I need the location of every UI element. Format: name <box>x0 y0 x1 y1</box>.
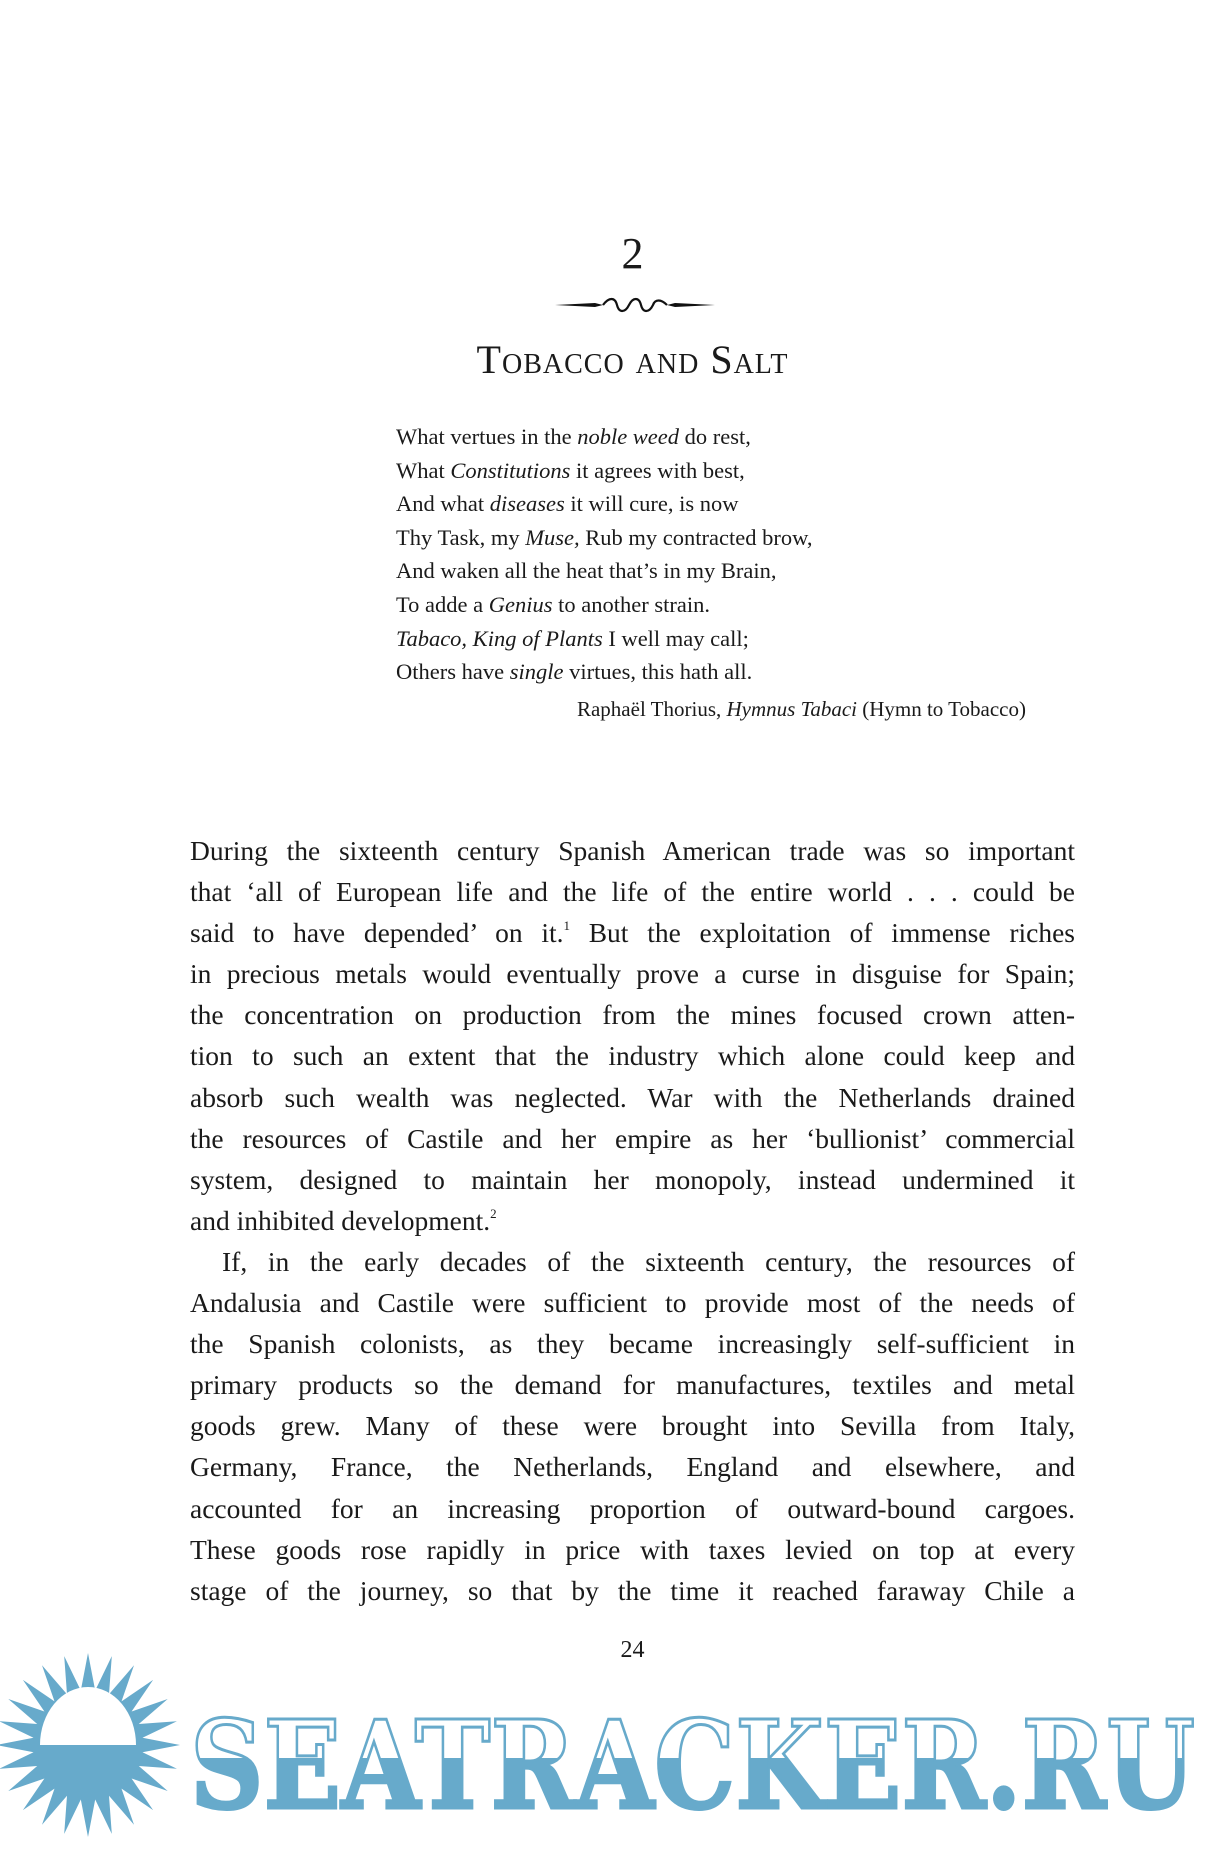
poem-line <box>396 487 813 521</box>
text-line: accounted for an increasing proportion of outward-bound cargoes. <box>190 1492 1075 1524</box>
text-line: goods grew. Many of these were brought into Sevilla from Italy, <box>190 1410 1075 1442</box>
text-line: Andalusia and Castile were sufficient to provide most of the needs of <box>190 1287 1075 1319</box>
text-line: in precious metals would eventually prove a curse in disguise for Spain; <box>190 958 1075 990</box>
text-line: system, designed to maintain her monopoly, instead undermined it <box>190 1163 1075 1195</box>
page-number: 24 <box>620 1637 645 1663</box>
poem-line <box>396 588 813 622</box>
text-line: absorb such wealth was neglected. War with the Netherlands drained <box>190 1081 1075 1113</box>
italic-text: noble weed <box>577 424 680 449</box>
poem-line <box>396 622 813 656</box>
epigraph-attribution <box>0 697 1026 722</box>
italic-text: Tabaco, King of Plants <box>396 625 603 651</box>
chapter-number: 2 <box>621 229 644 278</box>
text-run: Others have <box>396 659 510 685</box>
text-run: Rub my contracted brow, <box>579 524 813 550</box>
text-run: I well may call; <box>602 625 749 651</box>
text-line: During the sixteenth century Spanish American trade was so important <box>190 835 1075 866</box>
sun-icon <box>0 1653 180 1837</box>
text-run: it agrees with best, <box>570 457 745 483</box>
text-run: And waken all the heat that’s in my Brain, <box>396 558 777 584</box>
text-line: primary products so the demand for manufactures, textiles and metal <box>190 1369 1075 1401</box>
text-line: stage of the journey, so that by the time it reached faraway Chile a <box>190 1574 1075 1606</box>
poem-line <box>396 655 813 689</box>
epigraph-poem <box>396 420 813 689</box>
text-run: And what <box>396 491 490 517</box>
text-run: Thy Task, my <box>396 524 526 550</box>
text-line: the concentration on production from the mines focused crown atten- <box>190 999 1075 1031</box>
text-run: What vertues in the <box>396 424 578 449</box>
italic-text: single <box>509 659 564 685</box>
italic-text: diseases <box>489 491 565 517</box>
text-line: that ‘all of European life and the life of the entire world . . . could be <box>190 876 1075 908</box>
text-line: and inhibited development.$^2$ <box>190 1204 497 1236</box>
text-run: (Hymn to Tobacco) <box>856 697 1026 721</box>
watermark-logo <box>0 1650 1225 1840</box>
italic-text: Constitutions <box>450 457 571 483</box>
ornament-divider-icon <box>555 293 715 317</box>
text-line: Germany, France, the Netherlands, England and elsewhere, and <box>190 1451 1075 1483</box>
footnote-marker[interactable]: 2 <box>490 1205 497 1221</box>
text-line: the resources of Castile and her empire as her ‘bullionist’ commercial <box>190 1122 1075 1154</box>
footnote-marker[interactable]: 1 <box>563 918 570 934</box>
text-run: virtues, this hath all. <box>563 659 753 685</box>
watermark-text: SEATRACKER.RU <box>190 1693 1195 1837</box>
poem-line <box>396 521 813 555</box>
italic-text: Hymnus Tabaci <box>726 697 857 721</box>
text-run: Raphaël Thorius, <box>576 697 727 721</box>
poem-line <box>396 554 813 588</box>
italic-text: Genius <box>488 591 553 617</box>
italic-text: Muse, <box>525 524 580 550</box>
poem-line <box>396 454 813 488</box>
text-run: to another strain. <box>552 591 710 617</box>
text-run: it will cure, is now <box>564 491 739 517</box>
poem-line <box>396 420 813 454</box>
chapter-title: Tobacco and Salt <box>476 337 789 382</box>
text-run: What <box>396 457 451 483</box>
text-line: tion to such an extent that the industry which alone could keep and <box>190 1040 1075 1072</box>
text-line: said to have depended’ on it.$^1$ But the exploitation of immense riches <box>190 917 1075 949</box>
body-text <box>190 830 1075 1611</box>
text-line: If, in the early decades of the sixteenth century, the resources of <box>222 1245 1075 1277</box>
text-run: To adde a <box>396 591 489 617</box>
text-run: do rest, <box>679 424 751 449</box>
text-line: the Spanish colonists, as they became increasingly self-sufficient in <box>190 1328 1075 1360</box>
text-line: These goods rose rapidly in price with taxes levied on top at every <box>190 1533 1075 1565</box>
